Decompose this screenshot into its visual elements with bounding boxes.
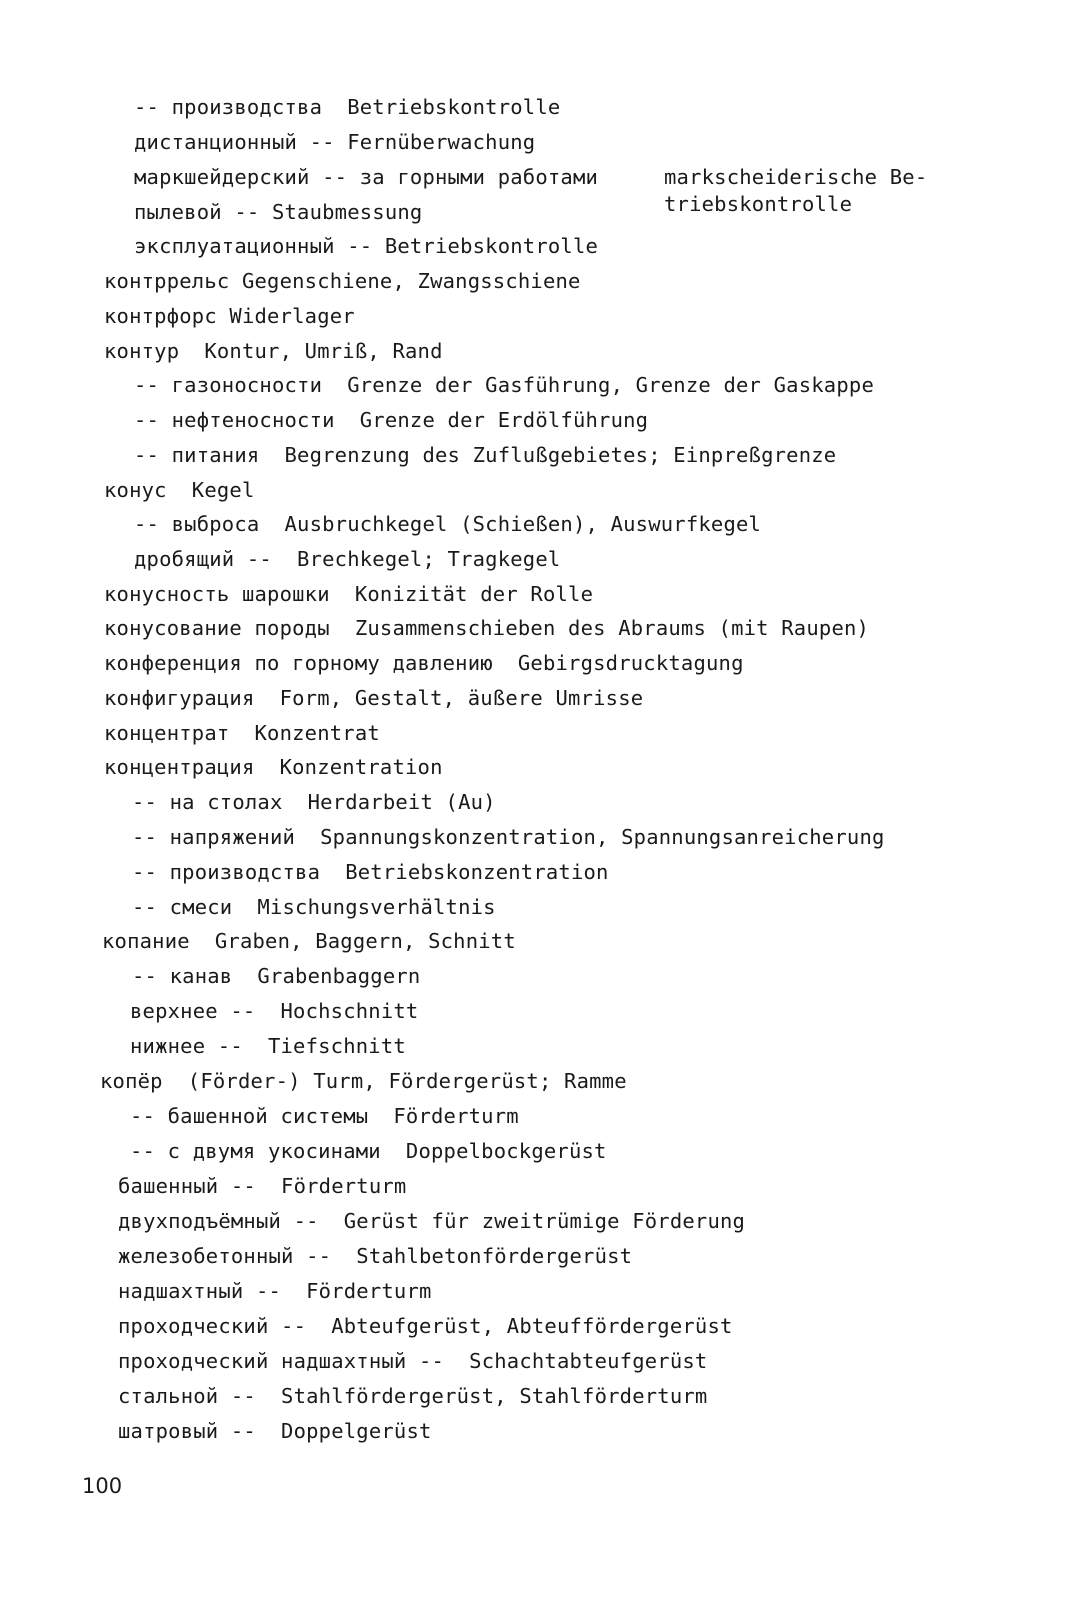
entry-line: -- производства Betriebskonzentration: [132, 860, 609, 884]
entry-line: башенный -- Förderturm: [118, 1174, 407, 1198]
entry-line: эксплуатационный -- Betriebskontrolle: [134, 234, 599, 258]
entry-line: концентрат Konzentrat: [104, 721, 380, 745]
entry-line: нижнее -- Tiefschnitt: [130, 1034, 406, 1058]
entry-line: маркшейдерский -- за горными работами: [134, 165, 599, 189]
entry-line: -- нефтеносности Grenze der Erdölführung: [134, 408, 649, 432]
entry-line: концентрация Konzentration: [104, 755, 443, 779]
entry-line: -- газоносности Grenze der Gasführung, Grenze der Gaskappe: [134, 373, 874, 397]
entry-line: -- питания Begrenzung des Zuflußgebietes; Einpreßgrenze: [134, 443, 837, 467]
entry-line: дробящий -- Brechkegel; Tragkegel: [134, 547, 561, 571]
entry-line: -- напряжений Spannungskonzentration, Spannungsanreicherung: [132, 825, 885, 849]
entry-line: -- башенной системы Förderturm: [130, 1104, 519, 1128]
entry-line: двухподъёмный -- Gerüst für zweitrümige Förderung: [118, 1209, 746, 1233]
entry-line: контрфорс Widerlager: [104, 304, 355, 328]
entry-line: железобетонный -- Stahlbetonfördergerüst: [118, 1244, 633, 1268]
entry-line: пылевой -- Staubmessung: [134, 200, 423, 224]
side-note-line-2: triebskontrolle: [664, 192, 853, 216]
entry-line: стальной -- Stahlfördergerüst, Stahlförderturm: [118, 1384, 708, 1408]
entry-line: -- на столах Herdarbeit (Au): [132, 790, 496, 814]
entry-line: копание Graben, Baggern, Schnitt: [102, 929, 516, 953]
entry-line: -- канав Grabenbaggern: [132, 964, 421, 988]
entry-line: контур Kontur, Umriß, Rand: [104, 339, 443, 363]
entry-line: -- производства Betriebskontrolle: [134, 95, 561, 119]
entry-line: копёр (Förder-) Turm, Fördergerüst; Ramme: [100, 1069, 627, 1093]
entry-line: верхнее -- Hochschnitt: [130, 999, 419, 1023]
entry-line: надшахтный -- Förderturm: [118, 1279, 432, 1303]
entry-line: конус Kegel: [104, 478, 255, 502]
entry-line: дистанционный -- Fernüberwachung: [134, 130, 536, 154]
entry-line: -- выброса Ausbruchkegel (Schießen), Auswurfkegel: [134, 512, 762, 536]
entry-line: конференция по горному давлению Gebirgsdrucktagung: [104, 651, 744, 675]
entry-line: -- смеси Mischungsverhältnis: [132, 895, 496, 919]
entry-line: проходческий надшахтный -- Schachtabteufgerüst: [118, 1349, 708, 1373]
page-number: 100: [82, 1474, 123, 1498]
entry-line: контррельс Gegenschiene, Zwangsschiene: [104, 269, 581, 293]
side-note-line-1: markscheiderische Be-: [664, 165, 928, 189]
entry-line: -- с двумя укосинами Doppelbockgerüst: [130, 1139, 607, 1163]
entry-line: конусование породы Zusammenschieben des Abraums (mit Raupen): [104, 616, 870, 640]
entry-line: конусность шарошки Konizität der Rolle: [104, 582, 594, 606]
entry-line: проходческий -- Abteufgerüst, Abteuffördergerüst: [118, 1314, 733, 1338]
entry-line: шатровый -- Doppelgerüst: [118, 1419, 432, 1443]
entry-line: конфигурация Form, Gestalt, äußere Umrisse: [104, 686, 644, 710]
